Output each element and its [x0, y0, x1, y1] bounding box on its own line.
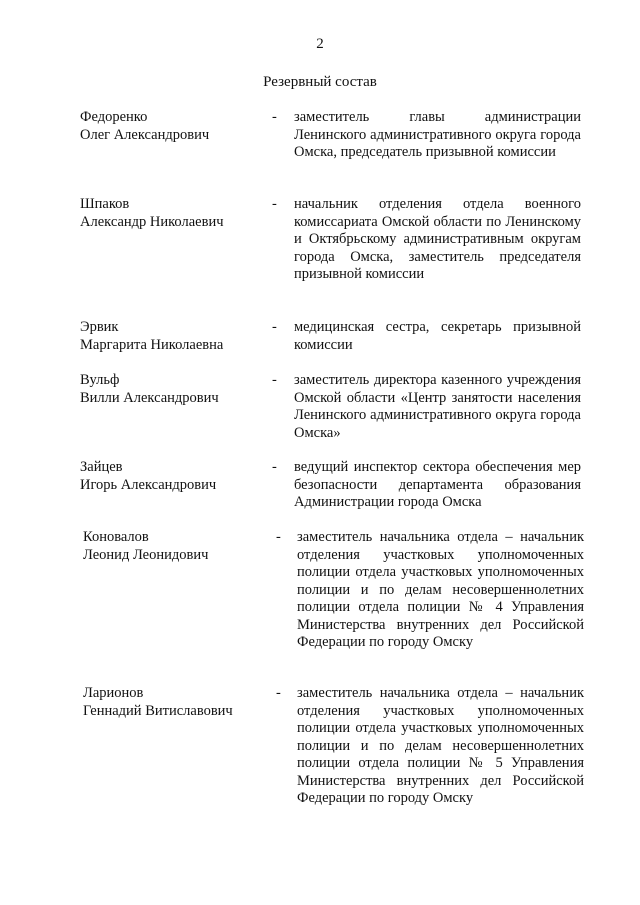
member-dash: - [272, 319, 277, 335]
member-dash: - [272, 196, 277, 212]
section-title: Резервный состав [263, 74, 377, 90]
member-name [80, 196, 270, 231]
member-dash: - [272, 372, 277, 388]
member-name [80, 459, 270, 494]
page-number: 2 [316, 36, 324, 52]
member-surname: Ларионов [83, 685, 144, 701]
member-dash: - [276, 529, 281, 545]
member-surname: Эрвик [80, 319, 119, 335]
member-given-names: Игорь Александрович [80, 476, 217, 493]
member-dash: - [272, 459, 277, 475]
member-position: медицинская сестра, секретарь призывной комиссии [294, 319, 581, 353]
member-position: ведущий инспектор сектора обеспечения мер безопасности департамента образования Администрации города Омска [294, 459, 581, 510]
member-given-names: Леонид Леонидович [83, 546, 209, 563]
member-dash: - [272, 109, 277, 125]
member-given-names: Вилли Александрович [80, 389, 219, 406]
member-given-names: Маргарита Николаевна [80, 336, 224, 353]
member-surname: Зайцев [80, 459, 123, 475]
member-position: начальник отделения отдела военного комиссариата Омской области по Ленинскому и Октябрьскому административным округам города Омска, заместитель председателя призывной комиссии [294, 196, 581, 282]
member-position: заместитель начальника отдела – начальник отделения участковых уполномоченных полиции отдела участковых уполномоченных полиции и по делам несовершеннолетних полиции отдела полиции № 5 Управления Министерства внутренних дел Российской Федерации по городу Омску [297, 685, 584, 806]
member-surname: Федоренко [80, 109, 148, 125]
member-position: заместитель главы администрации Ленинского административного округа города Омска, председатель призывной комиссии [294, 109, 581, 160]
member-name [83, 529, 273, 564]
member-given-names: Олег Александрович [80, 126, 210, 143]
member-given-names: Геннадий Витиславович [83, 702, 233, 719]
member-position: заместитель директора казенного учреждения Омской области «Центр занятости населения Ленинского административного округа города Омска» [294, 372, 581, 441]
member-name [80, 109, 270, 144]
member-given-names: Александр Николаевич [80, 213, 224, 230]
member-name [80, 319, 270, 354]
member-surname: Вульф [80, 372, 120, 388]
member-surname: Шпаков [80, 196, 130, 212]
member-surname: Коновалов [83, 529, 149, 545]
member-name [83, 685, 273, 720]
member-dash: - [276, 685, 281, 701]
member-position: заместитель начальника отдела – начальник отделения участковых уполномоченных полиции отдела участковых уполномоченных полиции и по делам несовершеннолетних полиции отдела полиции № 4 Управления Министерства внутренних дел Российской Федерации по городу Омску [297, 529, 584, 650]
member-name [80, 372, 270, 407]
